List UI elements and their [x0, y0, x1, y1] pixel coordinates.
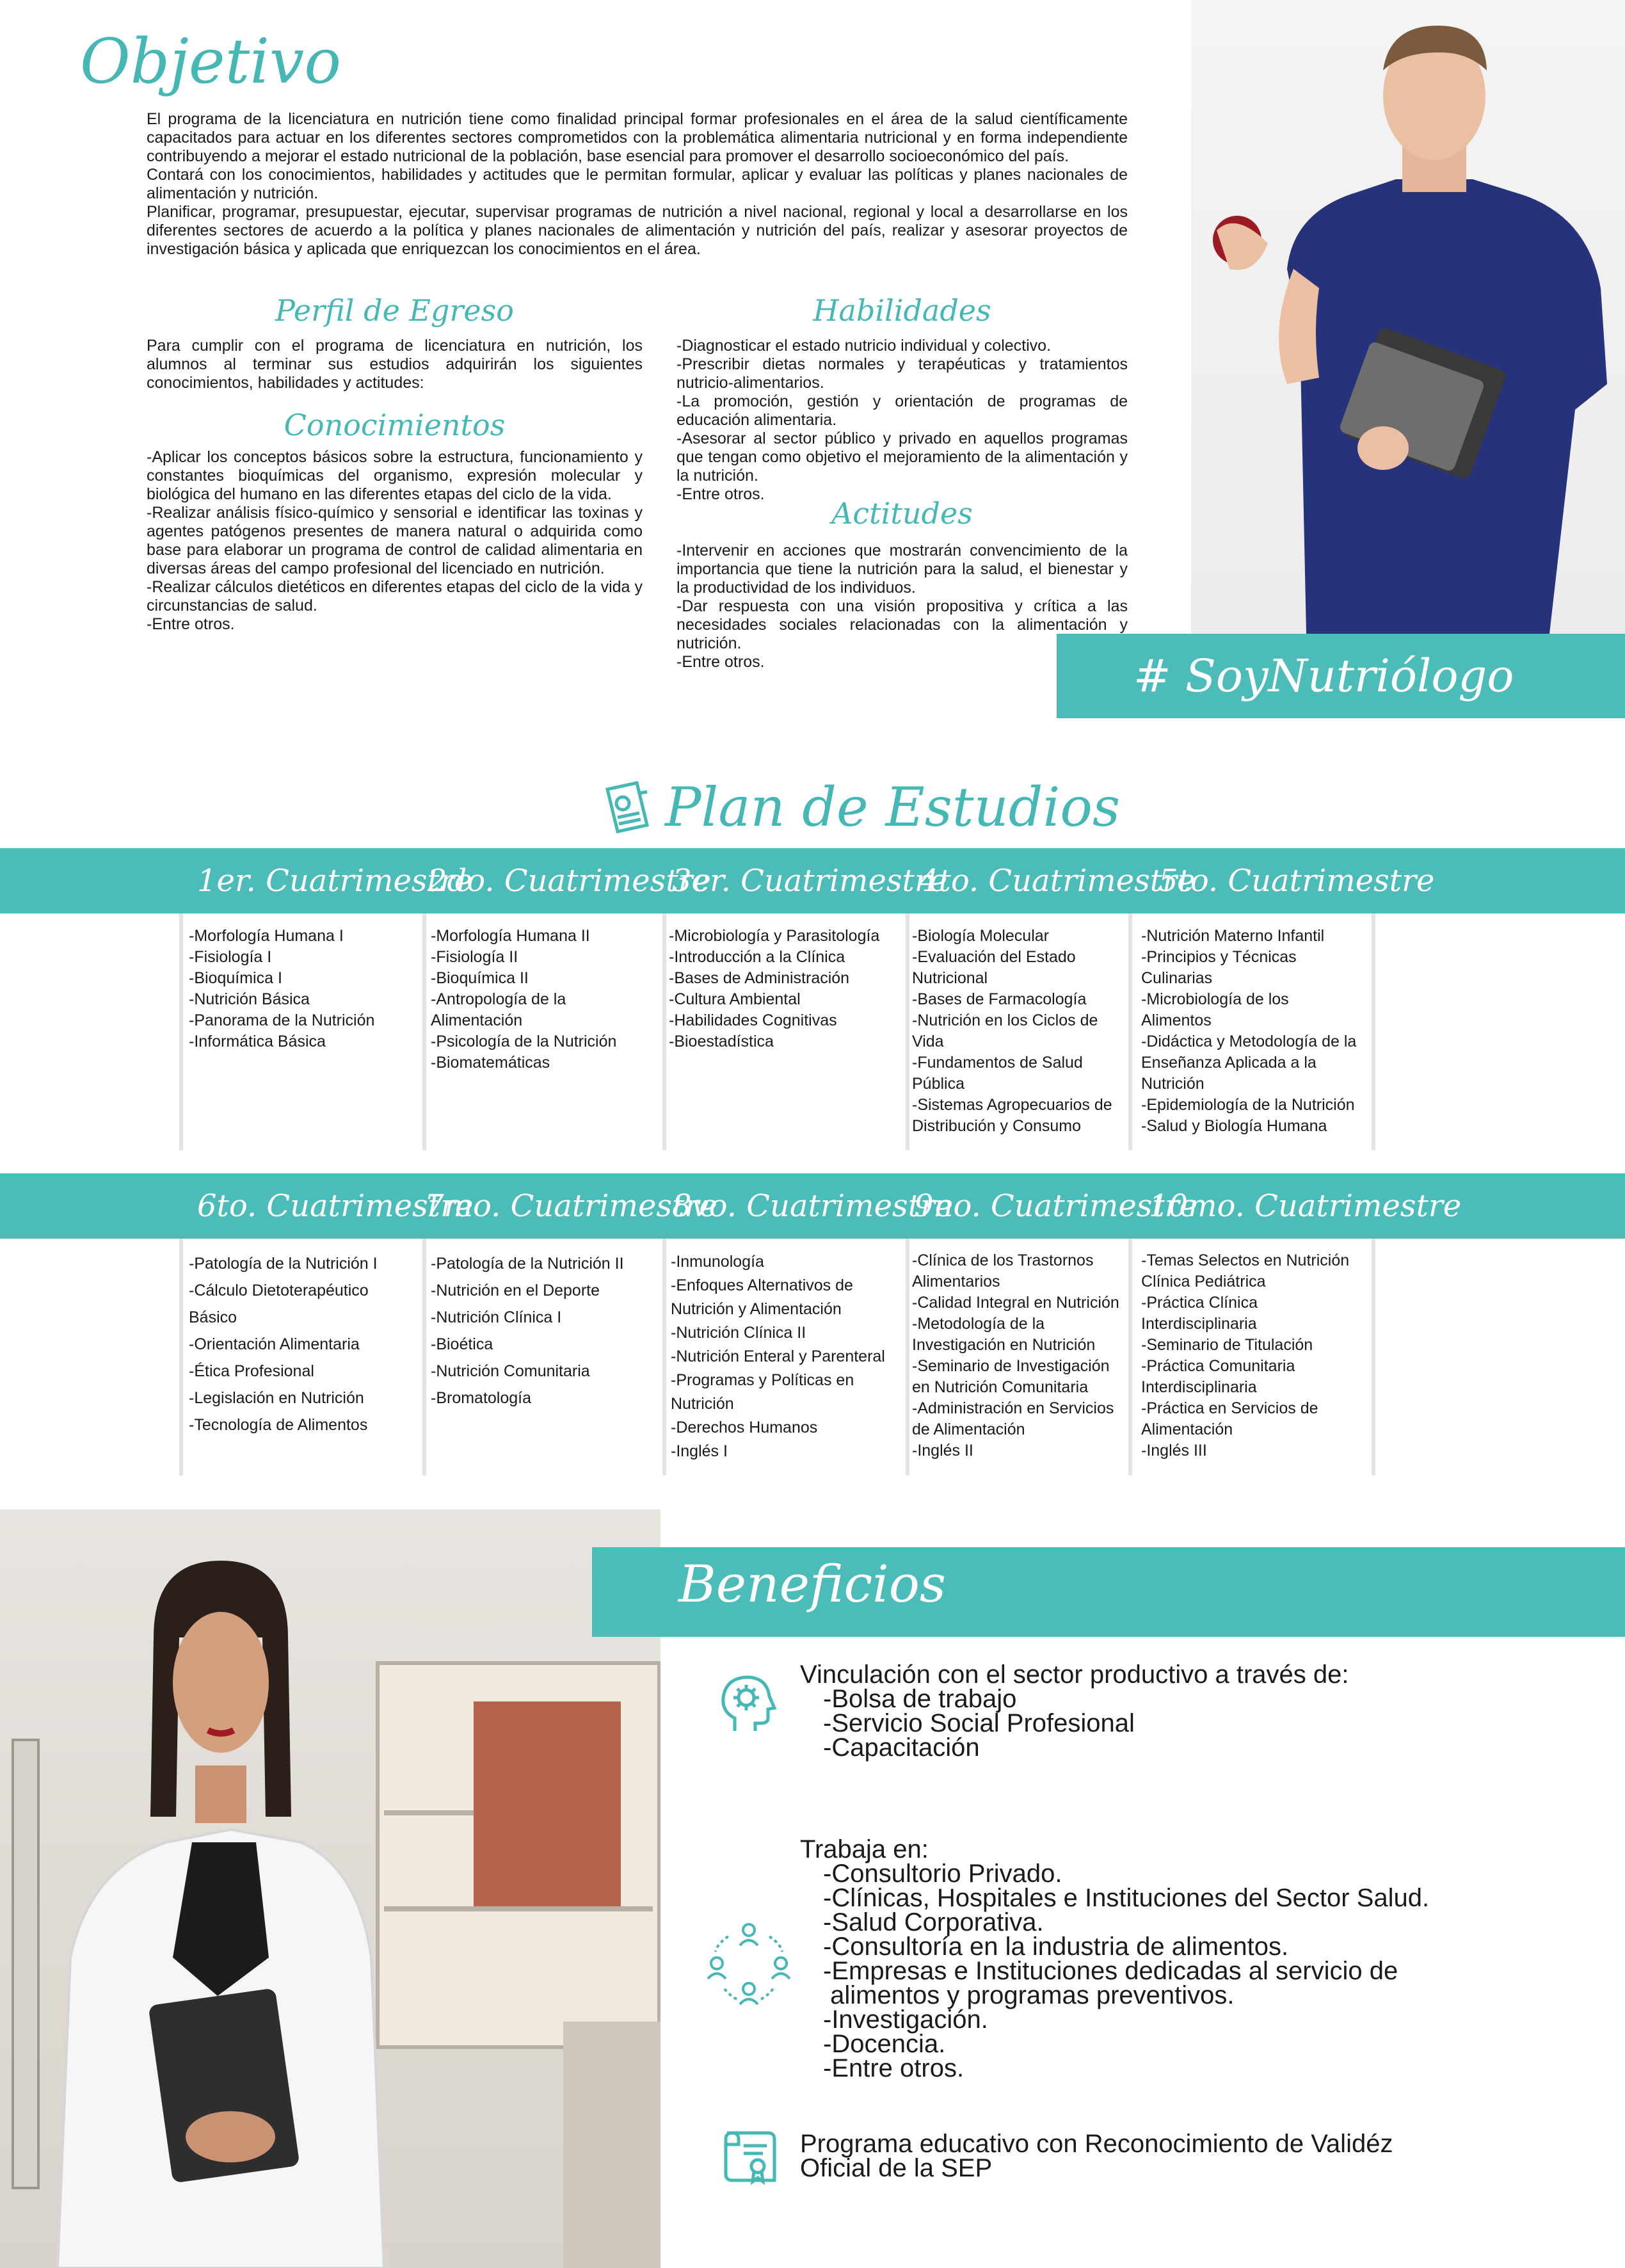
semester-band-row1 [0, 848, 1625, 913]
list-item: -Intervenir en acciones que mostrarán convencimiento de la importancia que tiene la nutrición para la salud, el bienestar y la productividad de los individuos. [676, 542, 1128, 597]
column-divider [422, 1239, 426, 1476]
course-item: -Práctica Clínica Interdisciplinaria [1141, 1294, 1258, 1333]
course-item: -Biomatemáticas [431, 1054, 550, 1072]
course-item: -Tecnología de Alimentos [189, 1416, 368, 1434]
course-item: -Orientación Alimentaria [189, 1335, 360, 1353]
semester-list [1141, 926, 1365, 1137]
semester-band-row2 [0, 1173, 1625, 1239]
trabaja-block [800, 1837, 1613, 2080]
plan-heading [598, 770, 1120, 844]
course-item: -Nutrición Comunitaria [431, 1362, 590, 1380]
course-item: -Morfología Humana II [431, 927, 590, 945]
semester-list [1141, 1250, 1365, 1461]
semester-title: 4to. Cuatrimestre [919, 863, 1196, 899]
course-item: -Inglés III [1141, 1442, 1207, 1460]
semester-list [189, 926, 419, 1052]
graduate-photo [0, 1509, 660, 2268]
plan-title: Plan de Estudios [665, 776, 1121, 839]
course-item: -Patología de la Nutrición II [431, 1255, 624, 1273]
course-item: -Calidad Integral en Nutrición [912, 1294, 1119, 1312]
course-item: -Cálculo Dietoterapéutico Básico [189, 1282, 369, 1326]
list-item: -Docencia. [823, 2030, 946, 2058]
column-divider [179, 1239, 183, 1476]
list-item: -Capacitación [823, 1733, 980, 1762]
course-item: -Inmunología [671, 1253, 764, 1271]
column-divider [662, 913, 666, 1150]
semester-title: 3er. Cuatrimestre [672, 863, 948, 899]
vinculacion-block [800, 1662, 1600, 1760]
semester-title: 8vo. Cuatrimestre [672, 1188, 954, 1224]
column-divider [906, 1239, 909, 1476]
student-illustration [1191, 0, 1625, 634]
course-item: -Fundamentos de Salud Pública [912, 1054, 1083, 1093]
course-item: -Sistemas Agropecuarios de Distribución y Consumo [912, 1096, 1112, 1135]
course-item: -Bioquímica I [189, 969, 282, 987]
course-item: -Nutrición Clínica I [431, 1308, 562, 1326]
course-item: -Bases de Farmacología [912, 990, 1087, 1008]
semester-title: 10mo. Cuatrimestre [1149, 1188, 1462, 1224]
list-item: -Entre otros. [676, 485, 765, 503]
people-network-icon [704, 1917, 794, 2007]
trabaja-heading: Trabaja en: [800, 1835, 929, 1863]
course-item: -Panorama de la Nutrición [189, 1011, 375, 1029]
column-divider [662, 1239, 666, 1476]
course-item: -Inglés I [671, 1442, 728, 1460]
semester-title: 5to. Cuatrimestre [1158, 863, 1435, 899]
certificate-icon [718, 2125, 782, 2189]
course-item: -Microbiología de los Alimentos [1141, 990, 1289, 1029]
semester-list [669, 926, 902, 1052]
list-item: -La promoción, gestión y orientación de programas de educación alimentaria. [676, 392, 1128, 429]
course-item: -Nutrición Enteral y Parenteral [671, 1347, 885, 1365]
course-item: -Derechos Humanos [671, 1419, 818, 1436]
semester-list [671, 1250, 901, 1463]
habilidades-list [676, 337, 1128, 504]
vinculacion-heading: Vinculación con el sector productivo a través de: [800, 1661, 1349, 1689]
student-photo [1191, 0, 1625, 634]
conocimientos-list [147, 448, 643, 634]
semester-list [912, 1250, 1126, 1461]
list-item: -Entre otros. [676, 653, 765, 671]
course-item: -Bases de Administración [669, 969, 850, 987]
perfil-title: Perfil de Egreso [275, 293, 514, 328]
course-item: -Nutrición en el Deporte [431, 1282, 600, 1299]
objetivo-paragraph: Planificar, programar, presupuestar, ejecutar, supervisar programas de nutrición a nivel nacional, regional y local a desarrollarse en los diferentes sectores de acuerdo a la política y planes nacionales de alimentación y nutrición del país, realizar y asesorar proyectos de investigación básica y aplicada que enriquezcan los conocimientos en el área. [147, 203, 1128, 258]
list-item: -Empresas e Instituciones dedicadas al servicio de [823, 1957, 1398, 1985]
course-item: -Nutrición Materno Infantil [1141, 927, 1325, 945]
list-item: -Entre otros. [823, 2054, 965, 2082]
list-item: -Diagnosticar el estado nutricio individual y colectivo. [676, 337, 1052, 355]
course-item: -Salud y Biología Humana [1141, 1117, 1327, 1135]
course-item: -Evaluación del Estado Nutricional [912, 948, 1076, 987]
semester-title: 6to. Cuatrimestre [197, 1188, 474, 1224]
course-item: -Seminario de Investigación en Nutrición Comunitaria [912, 1357, 1110, 1396]
course-item: -Bromatología [431, 1389, 532, 1407]
list-item: alimentos y programas preventivos. [823, 1981, 1235, 2009]
course-item: -Patología de la Nutrición I [189, 1255, 378, 1273]
column-divider [179, 913, 183, 1150]
course-item: -Antropología de la Alimentación [431, 990, 566, 1029]
course-item: -Ética Profesional [189, 1362, 314, 1380]
course-item: -Nutrición Básica [189, 990, 310, 1008]
head-gear-icon [716, 1672, 780, 1736]
course-item: -Clínica de los Trastornos Alimentarios [912, 1251, 1094, 1291]
course-item: -Cultura Ambiental [669, 990, 801, 1008]
list-item: -Consultoría en la industria de alimentos. [823, 1933, 1289, 1961]
objetivo-paragraph: El programa de la licenciatura en nutrición tiene como finalidad principal formar profesionales en el área de la salud científicamente capacitados para actuar en los diferentes sectores comprometidos con la problemática alimentaria nutricional y en forma independiente contribuyendo a mejorar el estado nutricional de la población, base esencial para promover el desarrollo socioeconómico del país. [147, 110, 1128, 165]
perfil-text: Para cumplir con el programa de licenciatura en nutrición, los alumnos al terminar sus estudios adquirirán los siguientes conocimientos, habilidades y actitudes: [147, 337, 643, 392]
course-item: -Morfología Humana I [189, 927, 344, 945]
list-item: -Investigación. [823, 2006, 988, 2034]
course-item: -Metodología de la Investigación en Nutrición [912, 1315, 1096, 1354]
hashtag-banner: # SoyNutriólogo [1057, 634, 1625, 718]
list-item: -Realizar cálculos dietéticos en diferentes etapas del ciclo de la vida y circunstancias de salud. [147, 578, 643, 615]
course-item: -Legislación en Nutrición [189, 1389, 364, 1407]
semester-title: 1er. Cuatrimestre [197, 863, 473, 899]
course-item: -Seminario de Titulación [1141, 1336, 1313, 1354]
list-item: -Entre otros. [147, 615, 235, 633]
course-item: -Bioquímica II [431, 969, 529, 987]
course-item: -Psicología de la Nutrición [431, 1033, 617, 1050]
course-item: -Informática Básica [189, 1033, 326, 1050]
course-item: -Administración en Servicios de Alimentación [912, 1399, 1114, 1438]
column-divider [422, 913, 426, 1150]
column-divider [906, 913, 909, 1150]
rvoe-line: Programa educativo con Reconocimiento de Validéz [800, 2130, 1393, 2158]
course-item: -Práctica Comunitaria Interdisciplinaria [1141, 1357, 1295, 1396]
semester-list [431, 926, 658, 1074]
course-item: -Nutrición en los Ciclos de Vida [912, 1011, 1098, 1050]
column-divider [1372, 1239, 1375, 1476]
course-item: -Habilidades Cognitivas [669, 1011, 837, 1029]
course-item: -Introducción a la Clínica [669, 948, 845, 966]
beneficios-title: Beneficios [678, 1554, 946, 1614]
course-item: -Fisiología II [431, 948, 518, 966]
list-item: -Realizar análisis físico-químico y sensorial e identificar las toxinas y agentes patógenos presentes de manera natural o adquirida como base para elaborar un programa de control de calidad alimentaria en diversas áreas del campo profesional del licenciado en nutrición. [147, 504, 643, 577]
course-item: -Nutrición Clínica II [671, 1324, 806, 1342]
semester-title: 7mo. Cuatrimestre [424, 1188, 717, 1224]
semester-list [912, 926, 1126, 1137]
document-icon [598, 778, 657, 837]
habilidades-title: Habilidades [813, 293, 991, 328]
list-item: -Prescribir dietas normales y terapéuticas y tratamientos nutricio-alimentarios. [676, 355, 1128, 392]
course-item: -Inglés II [912, 1442, 973, 1460]
course-item: -Microbiología y Parasitología [669, 927, 880, 945]
column-divider [1128, 1239, 1132, 1476]
column-divider [1372, 913, 1375, 1150]
objetivo-paragraph: Contará con los conocimientos, habilidades y actitudes que le permitan formular, aplicar y evaluar las políticas y planes nacionales de alimentación y nutrición. [147, 166, 1128, 202]
course-item: -Fisiología I [189, 948, 272, 966]
list-item: -Consultorio Privado. [823, 1860, 1062, 1888]
course-item: -Temas Selectos en Nutrición Clínica Pediátrica [1141, 1251, 1350, 1291]
course-item: -Biología Molecular [912, 927, 1049, 945]
objetivo-text [147, 110, 1128, 259]
list-item: -Aplicar los conceptos básicos sobre la estructura, funcionamiento y constantes bioquímicas del organismo, expresión molecular y biológica del humano en las diferentes etapas del ciclo de la vida. [147, 448, 643, 503]
list-item: -Dar respuesta con una visión propositiva y crítica a las necesidades sociales relacionadas con la alimentación y nutrición. [676, 597, 1128, 652]
course-item: -Epidemiología de la Nutrición [1141, 1096, 1355, 1114]
list-item: -Bolsa de trabajo [823, 1685, 1017, 1713]
course-item: -Enfoques Alternativos de Nutrición y Alimentación [671, 1276, 853, 1318]
list-item: -Salud Corporativa. [823, 1908, 1044, 1936]
semester-list [189, 1250, 419, 1438]
objetivo-title: Objetivo [80, 26, 342, 97]
rvoe-line: Oficial de la SEP [800, 2154, 993, 2182]
actitudes-title: Actitudes [831, 496, 973, 531]
course-item: -Principios y Técnicas Culinarias [1141, 948, 1297, 987]
list-item: -Clínicas, Hospitales e Instituciones del Sector Salud. [823, 1884, 1430, 1912]
course-item: -Programas y Políticas en Nutrición [671, 1371, 854, 1413]
list-item: -Asesorar al sector público y privado en aquellos programas que tengan como objetivo el mejoramiento de la alimentación y la nutrición. [676, 430, 1128, 485]
course-item: -Didáctica y Metodología de la Enseñanza Aplicada a la Nutrición [1141, 1033, 1357, 1093]
semester-title: 9no. Cuatrimestre [914, 1188, 1198, 1224]
course-item: -Práctica en Servicios de Alimentación [1141, 1399, 1318, 1438]
graduate-illustration [0, 1509, 660, 2268]
list-item: -Servicio Social Profesional [823, 1709, 1135, 1737]
course-item: -Bioestadística [669, 1033, 774, 1050]
rvoe-block [800, 2132, 1600, 2180]
course-item: -Bioética [431, 1335, 493, 1353]
semester-title: 2do. Cuatrimestre [428, 863, 711, 899]
conocimientos-title: Conocimientos [284, 408, 506, 442]
column-divider [1128, 913, 1132, 1150]
semester-list [431, 1250, 658, 1411]
